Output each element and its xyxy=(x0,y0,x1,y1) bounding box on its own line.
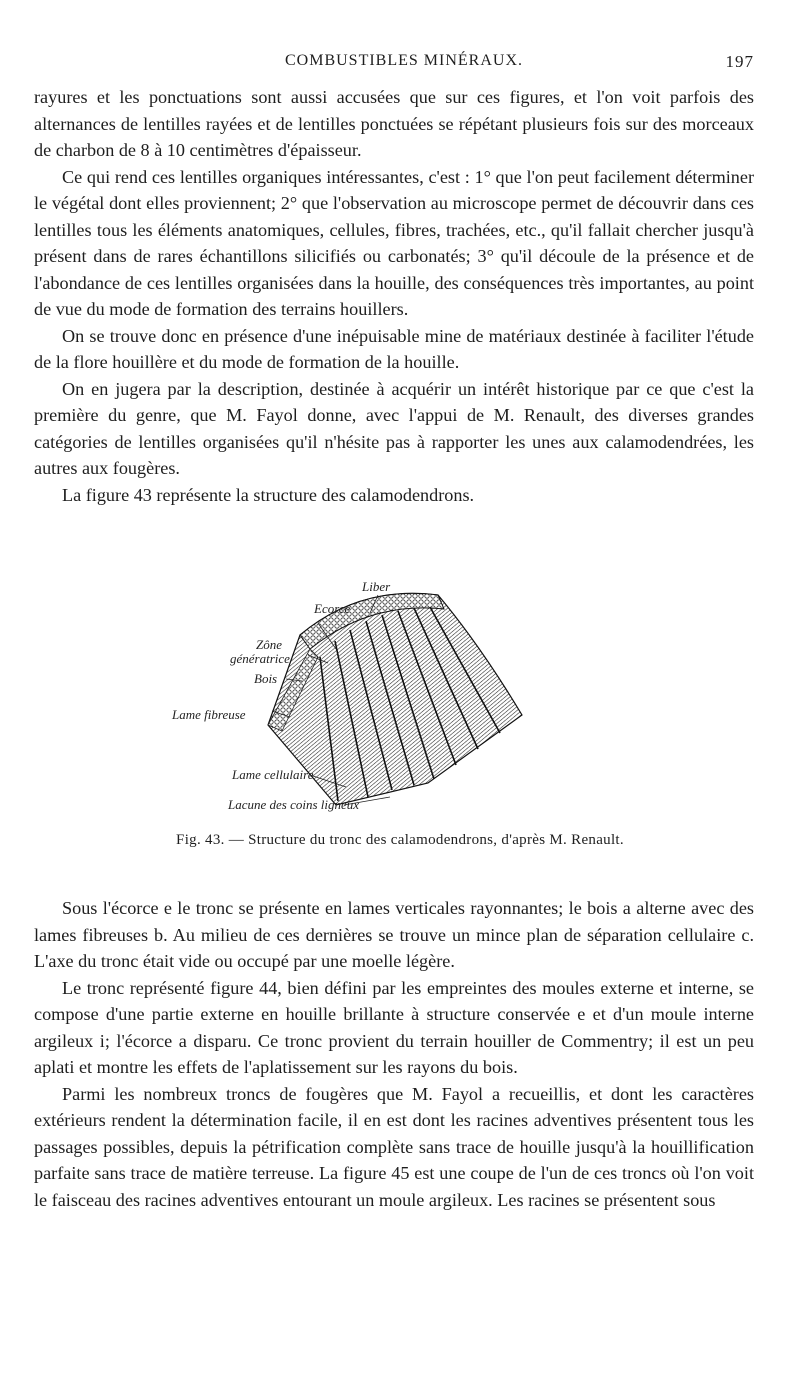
label-lacune: Lacune des coins ligneux xyxy=(228,797,360,812)
label-zone: Zône xyxy=(256,637,282,652)
paragraph: Le tronc représenté figure 44, bien défini par les empreintes des moules externe et interne, se compose d'une partie externe en houille brillante à structure conservée e et d'un moule interne argileux i; l'écorce a disparu. Ce tronc provient du terrain houiller de Commentry; il est un peu aplati et montre les effets de l'aplatissement sur les rayons du bois. xyxy=(34,977,754,1077)
paragraph: rayures et les ponctuations sont aussi accusées que sur ces figures, et l'on voit parfois des alternances de lentilles rayées et de lentilles ponctuées se répétant plusieurs fois sur des morceaux de charbon de 8 à 10 centimètres d'épaisseur. xyxy=(34,87,754,160)
label-lame-cellulaire: Lame cellulaire xyxy=(232,767,314,782)
paragraph: On en jugera par la description, destinée à acquérir un intérêt historique par ce que c'est la première du genre, que M. Fayol donne, avec l'appui de M. Renault, des diverses grandes catégories de lentilles organisées qu'il n'hésite pas à rapporter les unes aux calamodendrées, les autres aux fougères. xyxy=(34,378,754,478)
paragraph: Ce qui rend ces lentilles organiques intéressantes, c'est : 1° que l'on peut facilement déterminer le végétal dont elles proviennent; 2° que l'observation au microscope permet de découvrir dans ces lentilles tous les éléments anatomiques, cellules, fibres, trachées, etc., qu'il fallait chercher jusqu'à présent dans de rares échantillons silicifiés ou carbonatés; 3° qu'il découle de la présence et de l'abondance de ces lentilles organisées dans la houille, des conséquences très importantes, au point de vue du mode de formation des terrains houillers. xyxy=(34,166,754,319)
paragraph: Sous l'écorce e le tronc se présente en lames verticales rayonnantes; le bois a alterne avec des lames fibreuses b. Au milieu de ces dernières se trouve un mince plan de séparation cellulaire c. L'axe du tronc était vide ou occupé par une moelle légère. xyxy=(34,898,754,971)
label-lame-fibreuse: Lame fibreuse xyxy=(172,707,246,722)
label-generatrice: génératrice xyxy=(230,651,290,666)
running-head xyxy=(0,52,800,78)
text-block-top xyxy=(34,84,754,508)
text-block-bottom xyxy=(34,895,754,1213)
figure-43-illustration xyxy=(160,575,560,825)
label-ecorce: Ecorce xyxy=(314,601,351,616)
figure-caption: Fig. 43. — Structure du tronc des calamodendrons, d'après M. Renault. xyxy=(176,832,624,848)
paragraph: Parmi les nombreux troncs de fougères que M. Fayol a recueillis, et dont les caractères extérieurs rendent la détermination facile, il en est dont les racines adventives présentent tous les passages possibles, depuis la pétrification complète sans trace de houille jusqu'à la houillification parfaite sans trace de matière terreuse. La figure 45 est une coupe de l'un de ces troncs où l'on voit le faisceau des racines adventives entourant un moule argileux. Les racines se présentent sous xyxy=(34,1083,754,1210)
page-number: 197 xyxy=(725,52,754,71)
label-liber: Liber xyxy=(362,579,391,594)
paragraph: On se trouve donc en présence d'une inépuisable mine de matériaux destinée à faciliter l'étude de la flore houillère et du mode de formation de la houille. xyxy=(34,325,754,372)
running-title: COMBUSTIBLES MINÉRAUX. xyxy=(285,52,524,69)
label-bois: Bois xyxy=(254,671,278,686)
paragraph: La figure 43 représente la structure des calamodendrons. xyxy=(62,484,475,505)
calamodendron-trunk-engraving xyxy=(160,575,560,825)
